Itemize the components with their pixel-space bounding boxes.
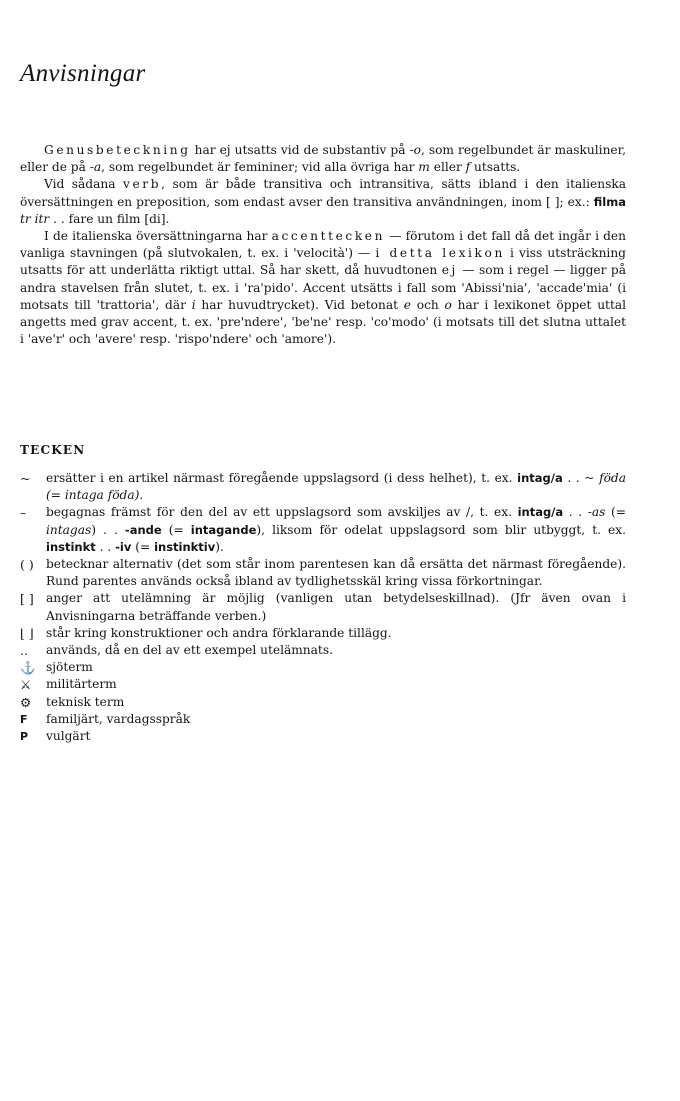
sign-description: militärterm — [46, 677, 117, 692]
gear-icon: ⚙ — [20, 694, 32, 710]
italic-run: e — [403, 297, 411, 312]
sign-description — [46, 470, 626, 504]
sign-row-familiar — [20, 711, 626, 728]
italic-run: ~ föda (= intaga föda) — [46, 471, 626, 503]
sign-description: sjöterm — [46, 660, 93, 675]
text-run: . . — [563, 505, 588, 520]
bold-run: intagande — [190, 522, 257, 537]
text-run: Vid sådana — [44, 177, 123, 192]
sign-row-tilde — [20, 470, 626, 504]
anchor-icon: ⚓ — [20, 660, 36, 676]
spaced-term: verb — [123, 177, 162, 192]
square-brackets-symbol: [ ] — [20, 591, 34, 607]
text-run: . . — [95, 539, 116, 554]
italic-run: -as — [587, 505, 606, 520]
italic-run: tr — [20, 211, 31, 226]
text-run: har ej utsatts vid de substantiv på — [190, 143, 410, 157]
italic-run: itr — [34, 211, 50, 226]
page-title: Anvisningar — [20, 60, 146, 87]
round-parentheses-symbol: ( ) — [20, 557, 34, 573]
sign-list — [20, 470, 626, 745]
bold-run: -ande — [124, 522, 162, 537]
sign-description: används, då en del av ett exempel utelämnats. — [46, 643, 333, 658]
italic-run: o — [444, 297, 452, 312]
dash-symbol: – — [20, 505, 27, 521]
tilde-symbol: ~ — [20, 471, 31, 486]
sign-row-dash — [20, 504, 626, 556]
bold-run: filma — [593, 194, 626, 209]
sign-row-nautical — [20, 659, 626, 676]
italic-run: intagas — [46, 522, 92, 537]
bold-run: instinktiv — [154, 539, 216, 554]
italic-run: i — [191, 297, 196, 312]
text-run: (= — [605, 505, 626, 520]
text-run: ), liksom för odelat uppslagsord som blir utbyggt, t. ex. — [256, 522, 626, 537]
sign-description: teknisk term — [46, 694, 125, 709]
bold-run: instinkt — [46, 539, 96, 554]
sign-row-military — [20, 676, 626, 693]
text-run: ) . . — [91, 522, 125, 537]
sign-description — [46, 504, 626, 556]
vulgar-marker: P — [20, 730, 29, 744]
text-run: (= — [131, 539, 155, 554]
spaced-term: Genusbeteckning — [44, 143, 191, 157]
text-run: har huvudtrycket). Vid betonat — [195, 297, 404, 312]
spaced-term: ej — [441, 263, 458, 278]
text-run: , som regelbundet är femininer; vid alla övriga har — [101, 160, 419, 175]
instructions-body — [20, 142, 626, 348]
text-run: i viss utsträckning utsatts för att underlätta riktigt uttal. Så har skett, då huvudtonen — [20, 246, 626, 278]
sign-description: vulgärt — [46, 729, 91, 744]
text-run: , som regelbundet är maskuliner, eller de på — [20, 143, 626, 175]
text-run: . . — [562, 471, 585, 485]
text-run: — förutom i det fall då det ingår i den vanliga stavningen (på slutvokalen, t. ex. i 'velocità') — — [20, 229, 626, 261]
text-run: och — [410, 297, 445, 312]
sign-row-square-brackets — [20, 590, 626, 624]
text-run: ). — [215, 539, 224, 554]
spaced-term: accenttecken — [271, 229, 386, 244]
text-run: har i lexikonet öppet uttal angetts med grav accent, t. ex. 'pre'ndere', 'be'ne' resp. 'co'modo' (i motsats till det slutna uttalet i 'ave'r' och 'avere' resp. 'rispo'ndere' och 'amore'). — [20, 297, 627, 347]
paragraph-gender-marking — [20, 142, 626, 176]
text-run: eller — [429, 160, 466, 175]
text-run: utsatts. — [470, 160, 521, 175]
paragraph-verbs — [20, 176, 626, 228]
corner-brackets-symbol: ⌊ ⌋ — [20, 625, 34, 641]
ellipsis-symbol: .. — [20, 643, 28, 659]
sign-row-technical — [20, 694, 626, 711]
italic-run: f — [465, 160, 471, 175]
text-run: , som är både transitiva och intransitiva, sätts ibland i den italienska översättningen en preposition, som endast avser den transitiva användningen, inom [ ]; ex.: — [20, 177, 626, 209]
text-run: begagnas främst för den del av ett uppslagsord som avskiljes av /, t. ex. — [46, 505, 518, 520]
text-run: ersätter i en artikel närmast föregående uppslagsord (i dess helhet), t. ex. — [46, 471, 518, 485]
sign-row-corner-brackets — [20, 625, 626, 642]
italic-run: m — [418, 160, 430, 175]
italic-run: -a — [89, 160, 102, 175]
text-run: — som i regel — ligger på andra stavelsen från slutet, t. ex. i 'ra'pido'. Accent utsätts i fall som 'Abissi'nia', 'accade'mia' (i motsats till 'trattoria', där — [20, 263, 627, 312]
sign-description: står kring konstruktioner och andra förklarande tillägg. — [46, 625, 392, 640]
text-run: . . fare un film [di]. — [49, 211, 170, 226]
section-heading-tecken: TECKEN — [20, 443, 86, 457]
sign-description: anger att utelämning är möjlig (vanligen utan betydelseskillnad). (Jfr även ovan i Anvisningarna beträffande verben.) — [46, 591, 626, 623]
sign-description: betecknar alternativ (det som står inom parentesen kan då ersätta det närmast föregående). Rund parentes används också ibland av tydlighetsskäl kring vissa förkortningar. — [46, 557, 626, 589]
bold-run: -iv — [115, 539, 132, 554]
text-run: . — [139, 488, 144, 503]
italic-run: -o — [409, 143, 421, 157]
bold-run: intag/a — [517, 505, 564, 520]
sign-row-ellipsis — [20, 642, 626, 659]
sign-description: familjärt, vardagsspråk — [46, 711, 191, 726]
text-run: I de italienska översättningarna har — [44, 229, 272, 244]
sign-row-round-parentheses — [20, 556, 626, 590]
text-run: (= — [161, 522, 191, 537]
familiar-marker: F — [20, 712, 28, 726]
crossed-swords-icon: ⚔ — [20, 677, 32, 693]
bold-run: intag/a — [517, 471, 563, 485]
spaced-term: i detta lexikon — [375, 246, 505, 261]
sign-row-vulgar — [20, 728, 626, 745]
paragraph-accents — [20, 228, 626, 348]
